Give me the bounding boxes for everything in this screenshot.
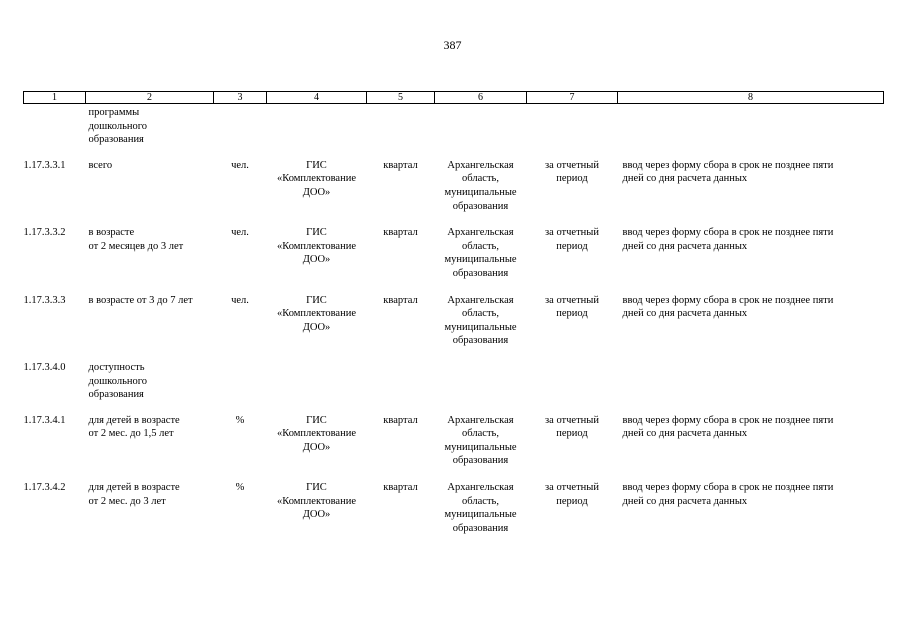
name-line: от 2 мес. до 1,5 лет [88,428,174,440]
level-line: область, [462,495,499,507]
column-number-3: 3 [214,92,267,104]
level-line: Архангельская [447,159,514,171]
cell-period: квартал [383,294,418,306]
column-number-7: 7 [527,92,618,104]
name-line: доступность [88,361,145,373]
cell-unit: % [235,414,245,426]
cell-method [618,159,884,226]
table-row [24,159,884,226]
level-line: область, [462,308,499,320]
level-line: муниципальные [444,186,517,198]
column-number-2: 2 [86,92,214,104]
cell-code: 1.17.3.4.0 [23,361,66,373]
cell-level [435,361,527,414]
name-line: дошкольного [88,120,148,132]
level-line: область, [462,173,499,185]
reporting-line: за отчетный [545,227,599,239]
cell-code: 1.17.3.4.2 [23,482,66,494]
cell-method [618,226,884,293]
source-line: ДОО» [302,254,331,266]
reporting-line: за отчетный [545,414,599,426]
cell-period: квартал [383,227,418,239]
cell-name [86,414,214,481]
method-line: дней со дня расчета данных [622,173,748,185]
cell-reporting [527,104,618,159]
method-line: дней со дня расчета данных [622,495,748,507]
name-line: программы [88,107,140,118]
source-line: «Комплектование [277,495,356,507]
cell-unit: чел. [231,159,249,171]
cell-source [267,481,367,548]
cell-unit: чел. [231,227,249,239]
cell-reporting [527,226,618,293]
continuation-row [24,104,884,159]
level-line: муниципальные [444,321,517,333]
source-line: ДОО» [302,186,331,198]
cell-code: 1.17.3.3.3 [23,294,66,306]
table-row [24,414,884,481]
cell-period: квартал [383,414,418,426]
header-row [24,92,884,104]
cell-name [86,294,214,361]
cell-period: квартал [383,159,418,171]
cell-reporting [527,159,618,226]
indicator-table [23,91,884,548]
source-line: ДОО» [302,509,331,521]
source-line: ГИС [306,294,327,306]
cell-level [435,481,527,548]
source-line: ДОО» [302,441,331,453]
name-line: от 2 месяцев до 3 лет [88,240,184,252]
source-line: «Комплектование [277,240,356,252]
cell-unit: % [235,482,245,494]
cell-method [618,294,884,361]
source-line: ГИС [306,227,327,239]
level-line: область, [462,428,499,440]
cell-unit: чел. [231,294,249,306]
table-row [24,481,884,548]
cell-reporting [527,294,618,361]
level-line: образования [452,522,509,534]
cell-reporting [527,481,618,548]
cell-source [267,159,367,226]
table-row [24,226,884,293]
column-number-4: 4 [267,92,367,104]
cell-source [267,226,367,293]
level-line: муниципальные [444,254,517,266]
source-line: ГИС [306,159,327,171]
cell-method [618,361,884,414]
cell-level [435,104,527,159]
method-line: дней со дня расчета данных [622,240,748,252]
source-line: ГИС [306,414,327,426]
method-line: дней со дня расчета данных [622,308,748,320]
level-line: образования [452,455,509,467]
source-line: ДОО» [302,321,331,333]
reporting-line: за отчетный [545,159,599,171]
cell-level [435,414,527,481]
level-line: образования [452,335,509,347]
column-number-1: 1 [24,92,86,104]
page-number: 387 [443,38,462,52]
method-line: ввод через форму сбора в срок не позднее пяти [622,159,834,171]
name-line: в возрасте [88,227,135,239]
source-line: «Комплектование [277,308,356,320]
cell-name [86,481,214,548]
cell-period [367,104,435,159]
level-line: Архангельская [447,294,514,306]
cell-method [618,414,884,481]
table-row [24,361,884,414]
level-line: муниципальные [444,509,517,521]
cell-source [267,294,367,361]
source-line: «Комплектование [277,173,356,185]
reporting-line: период [556,495,588,507]
cell-name [86,226,214,293]
level-line: Архангельская [447,414,514,426]
method-line: ввод через форму сбора в срок не позднее пяти [622,227,834,239]
cell-unit [214,104,267,159]
cell-code: 1.17.3.4.1 [23,414,66,426]
cell-reporting [527,361,618,414]
level-line: область, [462,240,499,252]
name-line: для детей в возрасте [88,414,180,426]
cell-period [367,361,435,414]
cell-method [618,104,884,159]
table-header [24,92,884,104]
cell-name [86,104,214,159]
reporting-line: за отчетный [545,294,599,306]
cell-level [435,159,527,226]
level-line: образования [452,200,509,212]
method-line: ввод через форму сбора в срок не позднее пяти [622,414,834,426]
column-number-6: 6 [435,92,527,104]
level-line: образования [452,267,509,279]
reporting-line: период [556,173,588,185]
cell-reporting [527,414,618,481]
cell-name [86,361,214,414]
name-line: всего [88,159,113,171]
table-body [24,104,884,549]
reporting-line: за отчетный [545,482,599,494]
cell-code: 1.17.3.3.1 [23,159,66,171]
reporting-line: период [556,428,588,440]
reporting-line: период [556,240,588,252]
method-line: ввод через форму сбора в срок не позднее пяти [622,294,834,306]
cell-unit [214,361,267,414]
name-line: образования [88,389,144,401]
cell-method [618,481,884,548]
cell-source [267,361,367,414]
cell-level [435,226,527,293]
name-line: образования [88,134,144,146]
method-line: ввод через форму сбора в срок не позднее пяти [622,482,834,494]
level-line: Архангельская [447,227,514,239]
table-row [24,294,884,361]
cell-name [86,159,214,226]
cell-source [267,104,367,159]
name-line: в возрасте от 3 до 7 лет [88,294,193,306]
source-line: ГИС [306,482,327,494]
reporting-line: период [556,308,588,320]
column-number-8: 8 [618,92,884,104]
cell-code: 1.17.3.3.2 [23,227,66,239]
method-line: дней со дня расчета данных [622,428,748,440]
cell-code [24,104,86,159]
cell-period: квартал [383,482,418,494]
level-line: Архангельская [447,482,514,494]
name-line: от 2 мес. до 3 лет [88,495,166,507]
level-line: муниципальные [444,441,517,453]
name-line: дошкольного [88,375,148,387]
cell-source [267,414,367,481]
name-line: для детей в возрасте [88,482,180,494]
cell-level [435,294,527,361]
source-line: «Комплектование [277,428,356,440]
column-number-5: 5 [367,92,435,104]
